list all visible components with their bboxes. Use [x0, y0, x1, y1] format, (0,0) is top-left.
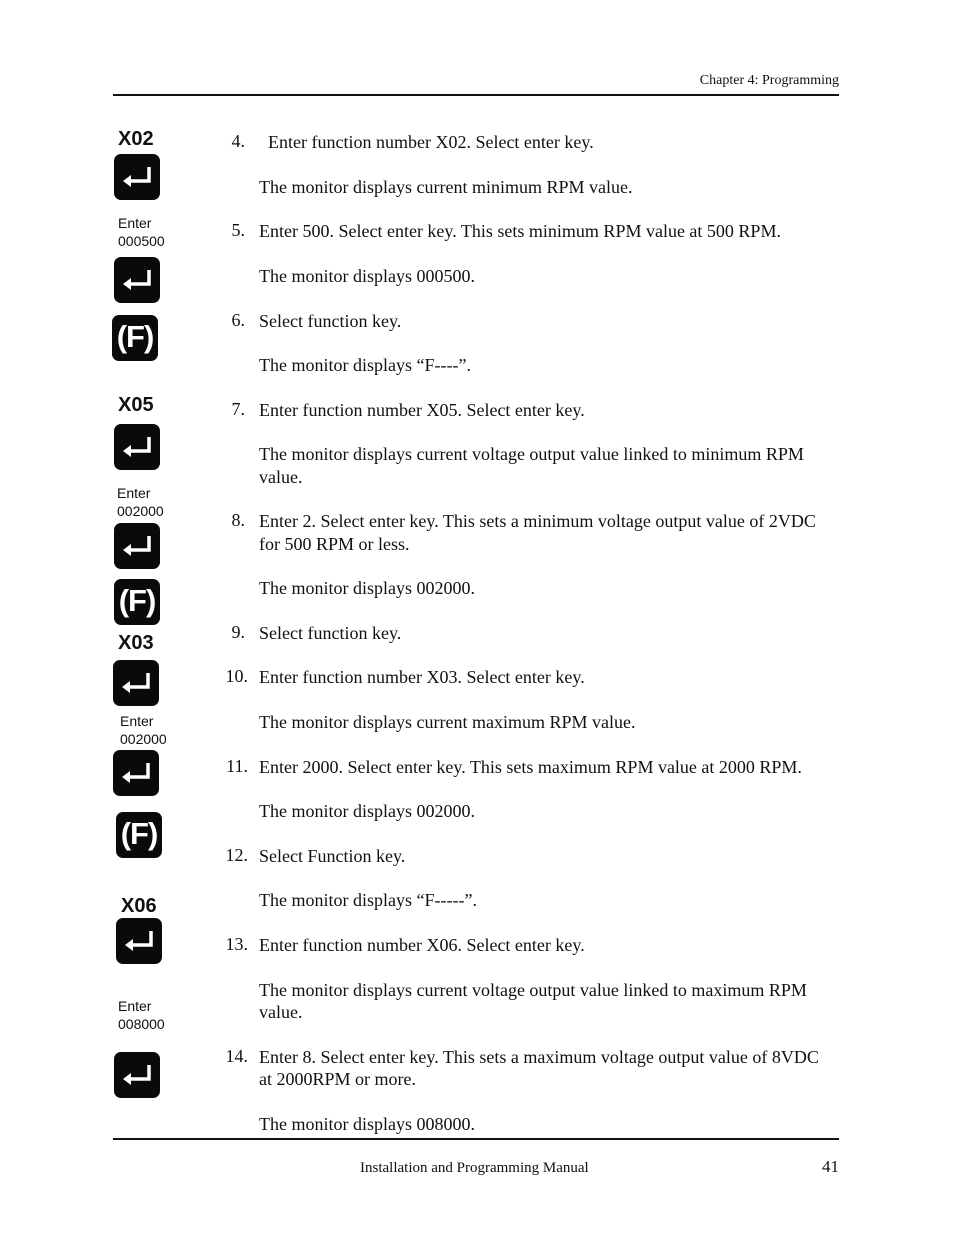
- step-number: 11.: [226, 756, 248, 776]
- enter-key-icon: [114, 523, 160, 569]
- step-text: Enter function number X03. Select enter key.: [259, 667, 585, 687]
- step-text: Select Function key.: [259, 846, 406, 866]
- step-note: The monitor displays current maximum RPM value.: [259, 712, 636, 732]
- header-rule: [113, 94, 839, 96]
- enter-key-icon: [114, 1052, 160, 1098]
- step-text: Enter 2. Select enter key. This sets a minimum voltage output value of 2VDC: [259, 511, 816, 531]
- enter-value-label-1: [118, 214, 165, 250]
- enter-value-label-2: [117, 484, 164, 520]
- enter-value: 008000: [118, 1016, 165, 1032]
- step-text: Enter 500. Select enter key. This sets minimum RPM value at 500 RPM.: [259, 221, 781, 241]
- function-key-icon: (F): [112, 315, 158, 361]
- step-note: The monitor displays current voltage output value linked to minimum RPM: [259, 444, 804, 464]
- step-text: Enter function number X06. Select enter key.: [259, 935, 585, 955]
- function-key-icon: (F): [116, 812, 162, 858]
- step-note: The monitor displays 002000.: [259, 801, 475, 821]
- step-note: The monitor displays 000500.: [259, 266, 475, 286]
- step-note: value.: [259, 1002, 303, 1022]
- step-note: The monitor displays current minimum RPM value.: [259, 177, 633, 197]
- function-label-x02: X02: [118, 128, 154, 150]
- step-text: Enter function number X05. Select enter key.: [259, 400, 585, 420]
- step-number: 4.: [231, 131, 245, 151]
- step-number: 14.: [225, 1046, 248, 1066]
- step-note: The monitor displays “F-----”.: [259, 890, 477, 910]
- enter-value: 000500: [118, 233, 165, 249]
- enter-word: Enter: [118, 998, 152, 1014]
- enter-word: Enter: [120, 713, 154, 729]
- enter-value: 002000: [117, 503, 164, 519]
- enter-value: 002000: [120, 731, 167, 747]
- enter-key-icon: [113, 660, 159, 706]
- step-text: Select function key.: [259, 623, 402, 643]
- step-text: Enter function number X02. Select enter key.: [268, 132, 594, 152]
- step-number: 7.: [231, 399, 245, 419]
- step-text: at 2000RPM or more.: [259, 1069, 416, 1089]
- step-note: The monitor displays current voltage output value linked to maximum RPM: [259, 980, 807, 1000]
- enter-value-label-3: [120, 712, 167, 748]
- step-number: 8.: [231, 510, 245, 530]
- function-key-icon: (F): [114, 579, 160, 625]
- step-note: The monitor displays 008000.: [259, 1114, 475, 1134]
- enter-word: Enter: [118, 215, 152, 231]
- step-number: 5.: [231, 220, 245, 240]
- step-number: 12.: [225, 845, 248, 865]
- footer-manual-title: Installation and Programming Manual: [360, 1160, 589, 1176]
- step-number: 6.: [231, 310, 245, 330]
- step-number: 13.: [225, 934, 248, 954]
- step-note: The monitor displays “F----”.: [259, 355, 471, 375]
- enter-word: Enter: [117, 485, 151, 501]
- function-label-x05: X05: [118, 394, 154, 416]
- enter-key-icon: [114, 424, 160, 470]
- step-number: 10.: [225, 666, 248, 686]
- step-text: Select function key.: [259, 311, 402, 331]
- page-number: 41: [822, 1157, 839, 1176]
- enter-key-icon: [113, 750, 159, 796]
- step-text: Enter 8. Select enter key. This sets a maximum voltage output value of 8VDC: [259, 1047, 819, 1067]
- step-text: Enter 2000. Select enter key. This sets maximum RPM value at 2000 RPM.: [259, 757, 802, 777]
- footer-rule: [113, 1138, 839, 1140]
- enter-key-icon: [116, 918, 162, 964]
- function-label-x06: X06: [121, 895, 157, 917]
- enter-value-label-4: [118, 997, 165, 1033]
- enter-key-icon: [114, 154, 160, 200]
- enter-key-icon: [114, 257, 160, 303]
- step-text: for 500 RPM or less.: [259, 534, 410, 554]
- step-number: 9.: [231, 622, 245, 642]
- header-chapter: Chapter 4: Programming: [699, 73, 839, 88]
- step-note: value.: [259, 467, 303, 487]
- function-label-x03: X03: [118, 632, 154, 654]
- step-note: The monitor displays 002000.: [259, 578, 475, 598]
